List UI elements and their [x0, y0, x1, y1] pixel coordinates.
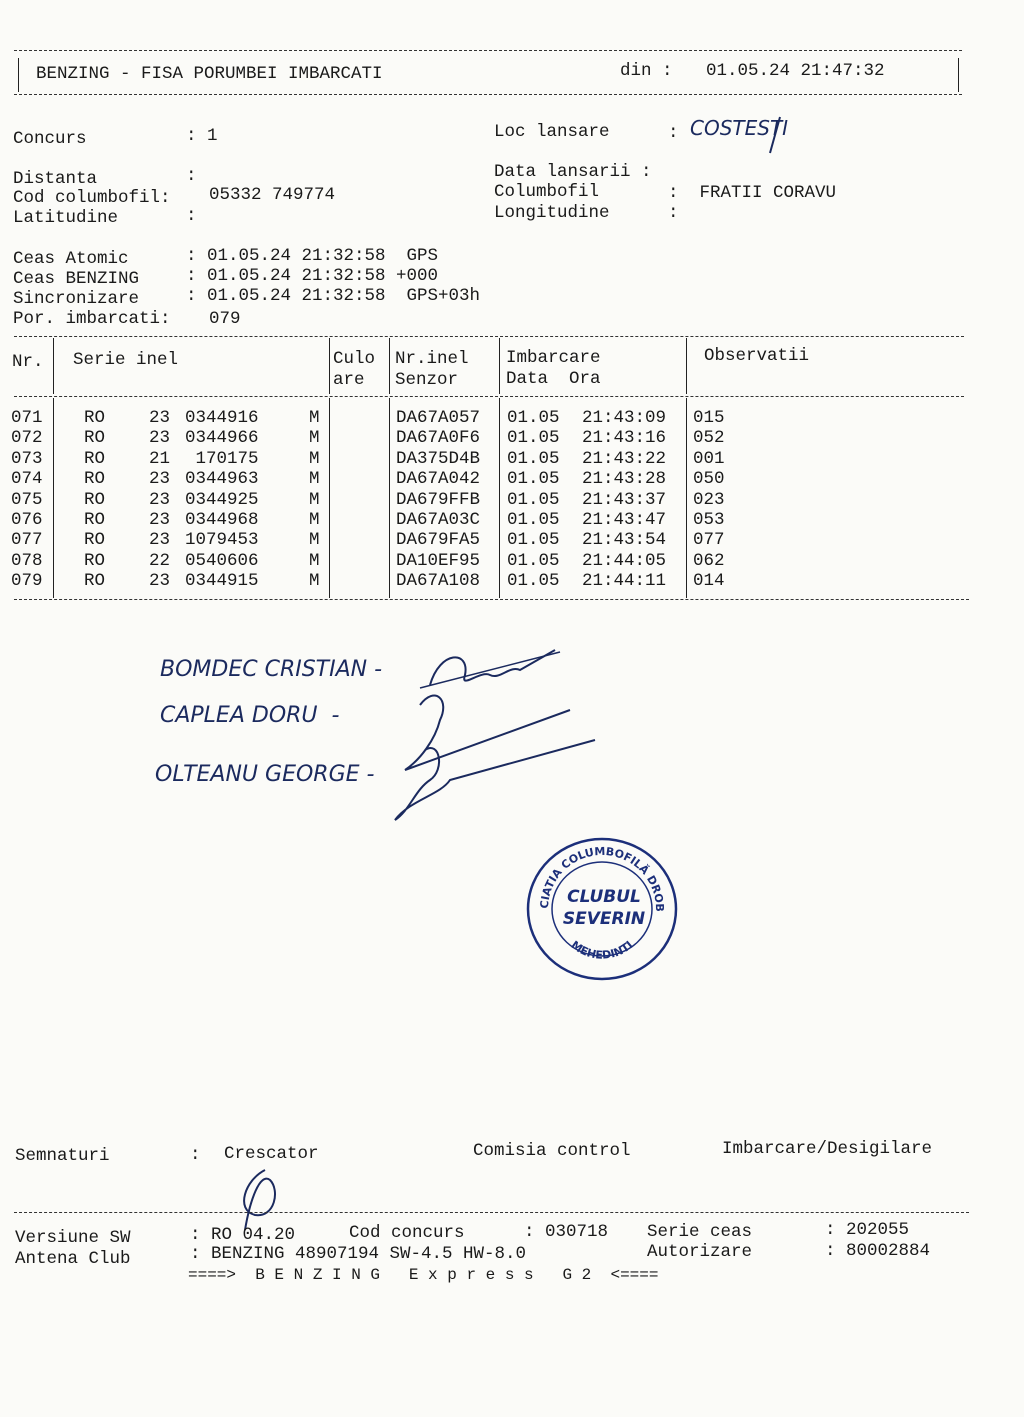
cod-columbofil-label: Cod columbofil: [13, 188, 171, 208]
row-ring-number: 170175 [185, 448, 259, 469]
row-sex: M [309, 571, 320, 592]
cod-concurs-value: : 030718 [524, 1222, 609, 1242]
row-ring-number: 0344963 [185, 469, 259, 490]
row-sex: M [309, 550, 320, 571]
benzing-banner: ====> B E N Z I N G E x p r e s s G 2 <==== [188, 1266, 659, 1284]
col-header-are: are [333, 370, 365, 390]
row-ring-number: 0344925 [185, 489, 259, 510]
body-divider-serie [329, 398, 330, 598]
table-bottom-rule [14, 599, 969, 600]
row-number: 079 [11, 571, 43, 592]
row-sex: M [309, 408, 320, 428]
row-sensor: DA67A0F6 [396, 428, 481, 449]
row-sensor: DA679FFB [396, 489, 481, 510]
body-divider-nr [53, 398, 54, 598]
imbarcare-desigilare-label: Imbarcare/Desigilare [722, 1139, 933, 1159]
row-number: 074 [11, 469, 43, 490]
row-country: RO [84, 571, 106, 592]
report-date-value: 01.05.24 21:47:32 [706, 61, 885, 81]
row-number: 076 [11, 510, 43, 530]
table-top-rule [14, 336, 964, 337]
header-left-border [18, 58, 19, 92]
autorizare-label: Autorizare [647, 1242, 753, 1262]
report-title: BENZING - FISA PORUMBEI IMBARCATI [36, 64, 383, 84]
cod-columbofil-value: 05332 749774 [209, 185, 336, 205]
columbofil-label: Columbofil [494, 182, 600, 202]
por-imbarcati-label: Por. imbarcati: [13, 309, 171, 329]
row-sensor: DA10EF95 [396, 550, 481, 571]
col-header-senzor: Senzor [395, 370, 459, 390]
row-date: 01.05 [507, 408, 560, 428]
row-observatii: 023 [693, 489, 725, 510]
stamp-bottom-text: MEHEDINTI [568, 938, 636, 962]
row-country: RO [84, 428, 106, 449]
row-sensor: DA375D4B [396, 448, 481, 469]
row-ring-number: 0344915 [185, 571, 259, 592]
signature-name-3: OLTEANU GEORGE - [155, 762, 375, 787]
serie-ceas-label: Serie ceas [647, 1222, 753, 1242]
row-year: 23 [149, 489, 171, 510]
por-imbarcati-value: 079 [209, 309, 241, 329]
row-ring-number: 0344966 [185, 428, 259, 449]
row-observatii: 014 [693, 571, 725, 592]
row-observatii: 062 [693, 550, 725, 571]
row-year: 23 [149, 530, 171, 551]
loc-lansare-tick [760, 115, 790, 165]
row-date: 01.05 [507, 510, 560, 530]
sincronizare-label: Sincronizare [13, 289, 140, 309]
col-header-culo: Culo [333, 349, 376, 369]
row-sex: M [309, 530, 320, 551]
row-sex: M [309, 489, 320, 510]
ceas-benzing-label: Ceas BENZING [13, 269, 140, 289]
report-date-label: din : [620, 61, 673, 81]
ceas-atomic-label: Ceas Atomic [13, 249, 129, 269]
loc-lansare-colon: : [668, 123, 679, 143]
col-header-serie: Serie inel [73, 350, 179, 370]
table-header-rule [14, 396, 964, 397]
row-ring-number: 0344916 [185, 408, 259, 428]
row-country: RO [84, 469, 106, 490]
row-number: 078 [11, 550, 43, 571]
row-year: 23 [149, 428, 171, 449]
row-time: 21:43:16 [582, 428, 667, 449]
comisia-label: Comisia control [473, 1141, 631, 1161]
row-observatii: 001 [693, 448, 725, 469]
col-divider-culo [389, 338, 390, 394]
semnaturi-colon: : [190, 1145, 201, 1165]
ceas-benzing-value: : 01.05.24 21:32:58 +000 [186, 266, 439, 286]
col-divider-nr [53, 338, 54, 394]
row-country: RO [84, 510, 106, 530]
row-country: RO [84, 550, 106, 571]
row-observatii: 052 [693, 428, 725, 449]
row-sensor: DA679FA5 [396, 530, 481, 551]
row-date: 01.05 [507, 571, 560, 592]
row-date: 01.05 [507, 469, 560, 490]
versiune-sw-label: Versiune SW [15, 1228, 131, 1248]
data-lansarii-label: Data lansarii : [494, 162, 652, 182]
row-time: 21:44:11 [582, 571, 667, 592]
signature-name-2: CAPLEA DORU - [160, 703, 340, 728]
row-country: RO [84, 408, 106, 428]
row-sensor: DA67A042 [396, 469, 481, 490]
row-number: 071 [11, 408, 43, 428]
crescator-label: Crescator [224, 1144, 319, 1164]
row-sensor: DA67A03C [396, 510, 481, 530]
col-header-imbarcare: Imbarcare [506, 348, 601, 368]
col-header-data-ora: Data Ora [506, 369, 601, 389]
row-number: 077 [11, 530, 43, 551]
loc-lansare-handwritten: COSTESTI [690, 116, 789, 140]
col-divider-nrinel [499, 338, 500, 394]
longitudine-label: Longitudine [494, 203, 610, 223]
col-header-nr: Nr. [12, 352, 44, 372]
row-time: 21:43:47 [582, 510, 667, 530]
columbofil-value: : FRATII CORAVU [668, 183, 837, 203]
col-header-observatii: Observatii [704, 346, 810, 366]
col-divider-imbarcare [686, 338, 687, 394]
signature-name-1: BOMDEC CRISTIAN - [160, 657, 383, 682]
row-number: 075 [11, 489, 43, 510]
row-country: RO [84, 489, 106, 510]
row-observatii: 050 [693, 469, 725, 490]
body-divider-culo [389, 398, 390, 598]
loc-lansare-label: Loc lansare [494, 122, 610, 142]
row-sex: M [309, 469, 320, 490]
longitudine-value: : [668, 203, 679, 223]
serie-ceas-value: : 202055 [825, 1220, 910, 1240]
stamp-center-line1: CLUBUL [567, 887, 641, 907]
semnaturi-label: Semnaturi [15, 1146, 110, 1166]
row-ring-number: 0540606 [185, 550, 259, 571]
row-date: 01.05 [507, 428, 560, 449]
row-year: 23 [149, 408, 171, 428]
row-ring-number: 1079453 [185, 530, 259, 551]
row-sex: M [309, 428, 320, 449]
row-time: 21:43:54 [582, 530, 667, 551]
signature-scribbles [380, 630, 620, 830]
concurs-value: : 1 [186, 126, 218, 146]
row-observatii: 053 [693, 510, 725, 530]
row-sex: M [309, 510, 320, 530]
row-time: 21:43:28 [582, 469, 667, 490]
row-time: 21:43:09 [582, 408, 667, 428]
row-date: 01.05 [507, 550, 560, 571]
row-date: 01.05 [507, 489, 560, 510]
latitudine-value: : [186, 206, 197, 226]
header-bottom-rule [14, 94, 962, 95]
row-observatii: 015 [693, 408, 725, 428]
row-year: 22 [149, 550, 171, 571]
row-country: RO [84, 448, 106, 469]
distanta-label: Distanta [13, 169, 98, 189]
row-date: 01.05 [507, 448, 560, 469]
row-time: 21:44:05 [582, 550, 667, 571]
row-ring-number: 0344968 [185, 510, 259, 530]
versiune-sw-value: : RO 04.20 [190, 1225, 296, 1245]
row-sex: M [309, 448, 320, 469]
row-time: 21:43:22 [582, 448, 667, 469]
club-stamp [519, 826, 680, 982]
sincronizare-value: : 01.05.24 21:32:58 GPS+03h [186, 286, 481, 306]
cod-concurs-label: Cod concurs [349, 1223, 465, 1243]
distanta-value: : [186, 166, 197, 186]
row-number: 072 [11, 428, 43, 449]
antena-club-value: : BENZING 48907194 SW-4.5 HW-8.0 [190, 1244, 527, 1264]
autorizare-value: : 80002884 [825, 1241, 931, 1261]
row-year: 23 [149, 469, 171, 490]
row-date: 01.05 [507, 530, 560, 551]
row-sensor: DA67A057 [396, 408, 481, 428]
stamp-center-line2: SEVERIN [562, 909, 646, 929]
header-top-rule [14, 50, 962, 51]
svg-text:MEHEDINTI [569, 938, 636, 961]
body-divider-imbarcare [686, 398, 687, 598]
row-country: RO [84, 530, 106, 551]
concurs-label: Concurs [13, 129, 87, 149]
row-number: 073 [11, 448, 43, 469]
body-divider-nrinel [499, 398, 500, 598]
antena-club-label: Antena Club [15, 1249, 131, 1269]
row-sensor: DA67A108 [396, 571, 481, 592]
col-divider-serie [329, 338, 330, 394]
row-year: 23 [149, 510, 171, 530]
header-right-border [958, 58, 959, 92]
row-year: 23 [149, 571, 171, 592]
stamp-ring-text: ASOCIATIA COLUMBOFILĂ DROBETA [519, 826, 667, 912]
footer-rule [14, 1212, 969, 1213]
row-observatii: 077 [693, 530, 725, 551]
row-year: 21 [149, 448, 171, 469]
latitudine-label: Latitudine [13, 208, 119, 228]
ceas-atomic-value: : 01.05.24 21:32:58 GPS [186, 246, 439, 266]
row-time: 21:43:37 [582, 489, 667, 510]
col-header-nrinel: Nr.inel [395, 349, 469, 369]
